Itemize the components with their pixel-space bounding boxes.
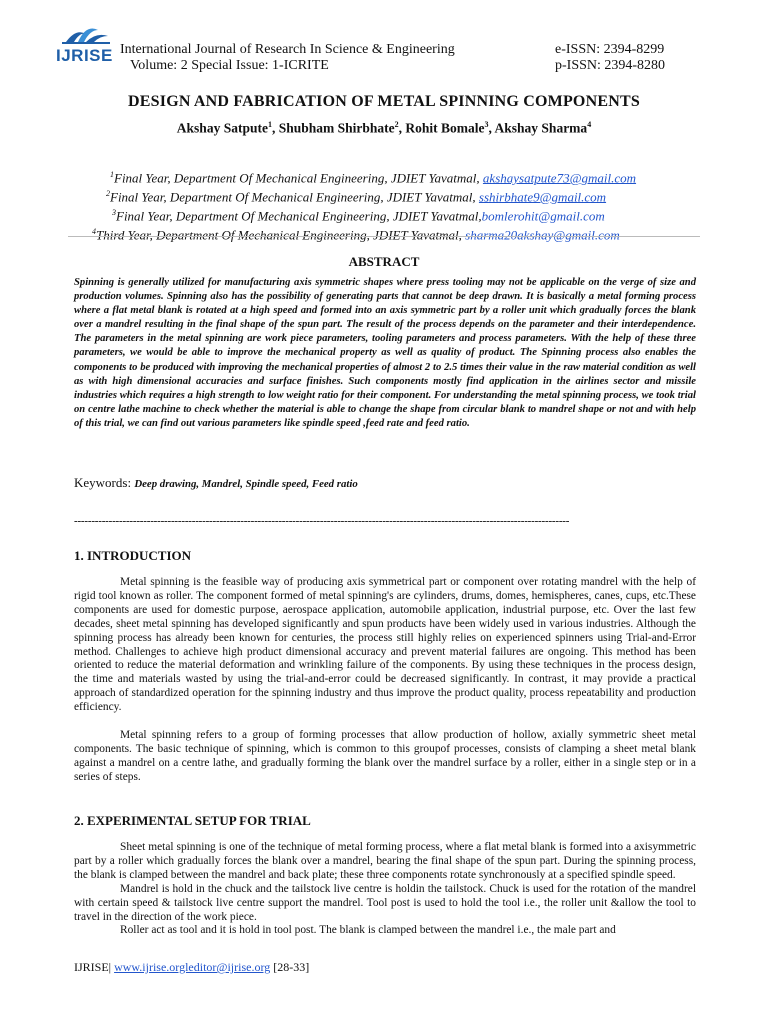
author-sup: 2: [394, 120, 399, 129]
author-sep: ,: [398, 120, 406, 136]
affiliation-sup: 2: [106, 188, 110, 198]
keywords-label: Keywords: [74, 475, 128, 490]
author-sep: ,: [488, 120, 495, 136]
footer-label: IJRISE|: [74, 960, 112, 974]
footer-pages: [28-33]: [273, 960, 310, 974]
author-name: Shubham Shirbhate: [278, 120, 395, 136]
email-link[interactable]: akshaysatpute73@gmail.com: [482, 170, 637, 186]
abstract-heading: ABSTRACT: [348, 254, 420, 269]
intro-paragraph-2: Metal spinning refers to a group of forming processes that allow production of hollow, axially symmetric sheet metal components. The basic technique of spinning, which is common to this groupof processes, consists of clamping a sheet metal blank against a mandrel on a centre lathe, and gradually forming the blank over the mandrel surface by a roller, either in a single step or in a series of steps.: [74, 729, 696, 783]
email-link[interactable]: sharma20akshay@gmail.com: [465, 227, 620, 243]
intro-heading: 1. INTRODUCTION: [74, 548, 192, 563]
page-footer: [74, 960, 309, 975]
author-name: Akshay Satpute: [176, 120, 268, 136]
header-divider: [68, 236, 700, 237]
setup-paragraph-1: Sheet metal spinning is one of the technique of metal forming process, where a flat metal blank is formed into a axisymmetric part by a roller which gradually forces the blank over a mandrel, bearing the final shape of the spun part. During the spinning process, the blank is clamped between the mandrel and back plate; these three components rotate synchronously at a specified spindle speed.: [74, 841, 696, 881]
author-name: Akshay Sharma: [494, 120, 588, 136]
email-link[interactable]: sshirbhate9@gmail.com: [478, 189, 607, 205]
intro-text: [74, 576, 696, 785]
keywords: Keywords: Deep drawing, Mandrel, Spindle speed, Feed ratio: [74, 475, 358, 490]
pissn: p-ISSN: 2394-8280: [555, 58, 666, 73]
affiliation-row: [86, 205, 636, 224]
author-name: Rohit Bomale: [405, 120, 485, 136]
affiliation-text: Third Year, Department Of Mechanical Engineering, JDIET Yavatmal,: [96, 227, 466, 243]
intro-paragraph-1: Metal spinning is the feasible way of producing axis symmetrical part or component over rotating mandrel with the help of rigid tool known as roller. The component formed of metal spinning's are cylinders, drums, domes, hemispheres, canes, cups, etc.These components are used for domestic purpose, aerospace application, automobile application, industrial purpose, etc. Over the last few decades, sheet metal spinning has developed significantly and spun products have been widely used in various industries. Although the spinning process has already been known for centuries, the process still highly relies on experienced spinners using Trial-and-Error method. Challenges to achieve high product dimensional accuracy and prevent material failures are ongoing. This method has been oriented to reduce the material deformation and wrinkling failure of the components. By using these techniques in the process design, the time and materials wasted by using the trial-and-error could be decreased significantly. In contrast, it may provide a practical approach of standardized operation for the spinning industry and thus improve the product quality, process repeatability and production efficiency.: [74, 576, 696, 714]
journal-name: International Journal of Research In Science & Engineering: [120, 42, 455, 57]
setup-paragraph-2: Mandrel is hold in the chuck and the tailstock live centre is holdin the tailstock. Chuck is used for the rotation of the mandrel with certain speed & tailstock live centre support the mandrel. Tool post is used to hold the tool i.e., the roller unit &allow the tool to travel in the direction of the work piece.: [74, 882, 696, 923]
affiliation-row: [86, 224, 636, 243]
section-separator: -----------------------------------------------------------------------------------------------------------------------------------------------: [74, 515, 570, 527]
email-link[interactable]: bomlerohit@gmail.com: [481, 208, 605, 224]
setup-heading: 2. EXPERIMENTAL SETUP FOR TRIAL: [74, 813, 311, 828]
abstract-body: Spinning is generally utilized for manufacturing axis symmetric shapes where press tooling may not be applicable on the verge of size and production volumes. Spinning also has the possibility of generating parts that cannot be deep drawn. It is basically a metal forming process where a flat metal blank is rotated at a high speed and formed into an axis symmetric part by a roller unit which gradually forces the blank over a mandrel resulting in the final shape of the spun part. The result of the process depends on the parameter and their interdependence. The parameters in the metal spinning are work piece parameters, tooling parameters and process parameters. With the help of these three parameters, we would be able to improve the mechanical property as well as quality of product. The Spinning process also enables the components to be produced with improving the mechanical properties of almost 2 to 2.5 times their value in the raw material condition as well as with high dimensional accuracies and surface finishes. Such components mostly find application in the airlines sector and missile industries which requires a high strength to low weight ratio for their component. For understanding the metal spinning process, we took trial on centre lathe machine to check whether the material is able to change the shape from circular blank to mandrel shape or not and with help of this trial, we can find out various parameters like spindle speed ,feed rate and feed ratio.: [74, 277, 696, 429]
affiliation-row: [86, 167, 636, 186]
affiliation-text: Final Year, Department Of Mechanical Engineering, JDIET Yavatmal,: [110, 189, 479, 205]
author-list: [0, 120, 768, 137]
setup-paragraph-3: Roller act as tool and it is hold in tool post. The blank is clamped between the mandrel i.e., the male part and: [120, 924, 616, 937]
affiliations: [86, 167, 636, 243]
issn-info: [555, 42, 665, 74]
affiliation-text: Final Year, Department Of Mechanical Engineering, JDIET Yavatmal,: [114, 170, 483, 186]
affiliation-sup: 1: [110, 170, 114, 179]
author-sep: ,: [271, 120, 279, 136]
author-sup: 4: [587, 120, 592, 129]
author-sup: 3: [484, 120, 489, 129]
journal-volume: Volume: 2 Special Issue: 1-ICRITE: [130, 58, 329, 73]
affiliation-sup: 3: [112, 207, 116, 217]
eissn: e-ISSN: 2394-8299: [555, 42, 665, 57]
journal-info: [120, 42, 455, 74]
paper-title: DESIGN AND FABRICATION OF METAL SPINNING COMPONENTS: [128, 93, 640, 110]
author-sup: 1: [267, 120, 272, 129]
affiliation-text: Final Year, Department Of Mechanical Engineering, JDIET Yavatmal,: [116, 208, 482, 224]
affiliation-sup: 4: [92, 226, 96, 236]
affiliation-row: [86, 186, 636, 205]
logo-text: IJRISE: [56, 46, 113, 65]
footer-link[interactable]: www.ijrise.orgleditor@ijrise.org: [114, 960, 271, 974]
keywords-values: Deep drawing, Mandrel, Spindle speed, Feed ratio: [134, 478, 358, 490]
setup-text: [74, 841, 696, 938]
